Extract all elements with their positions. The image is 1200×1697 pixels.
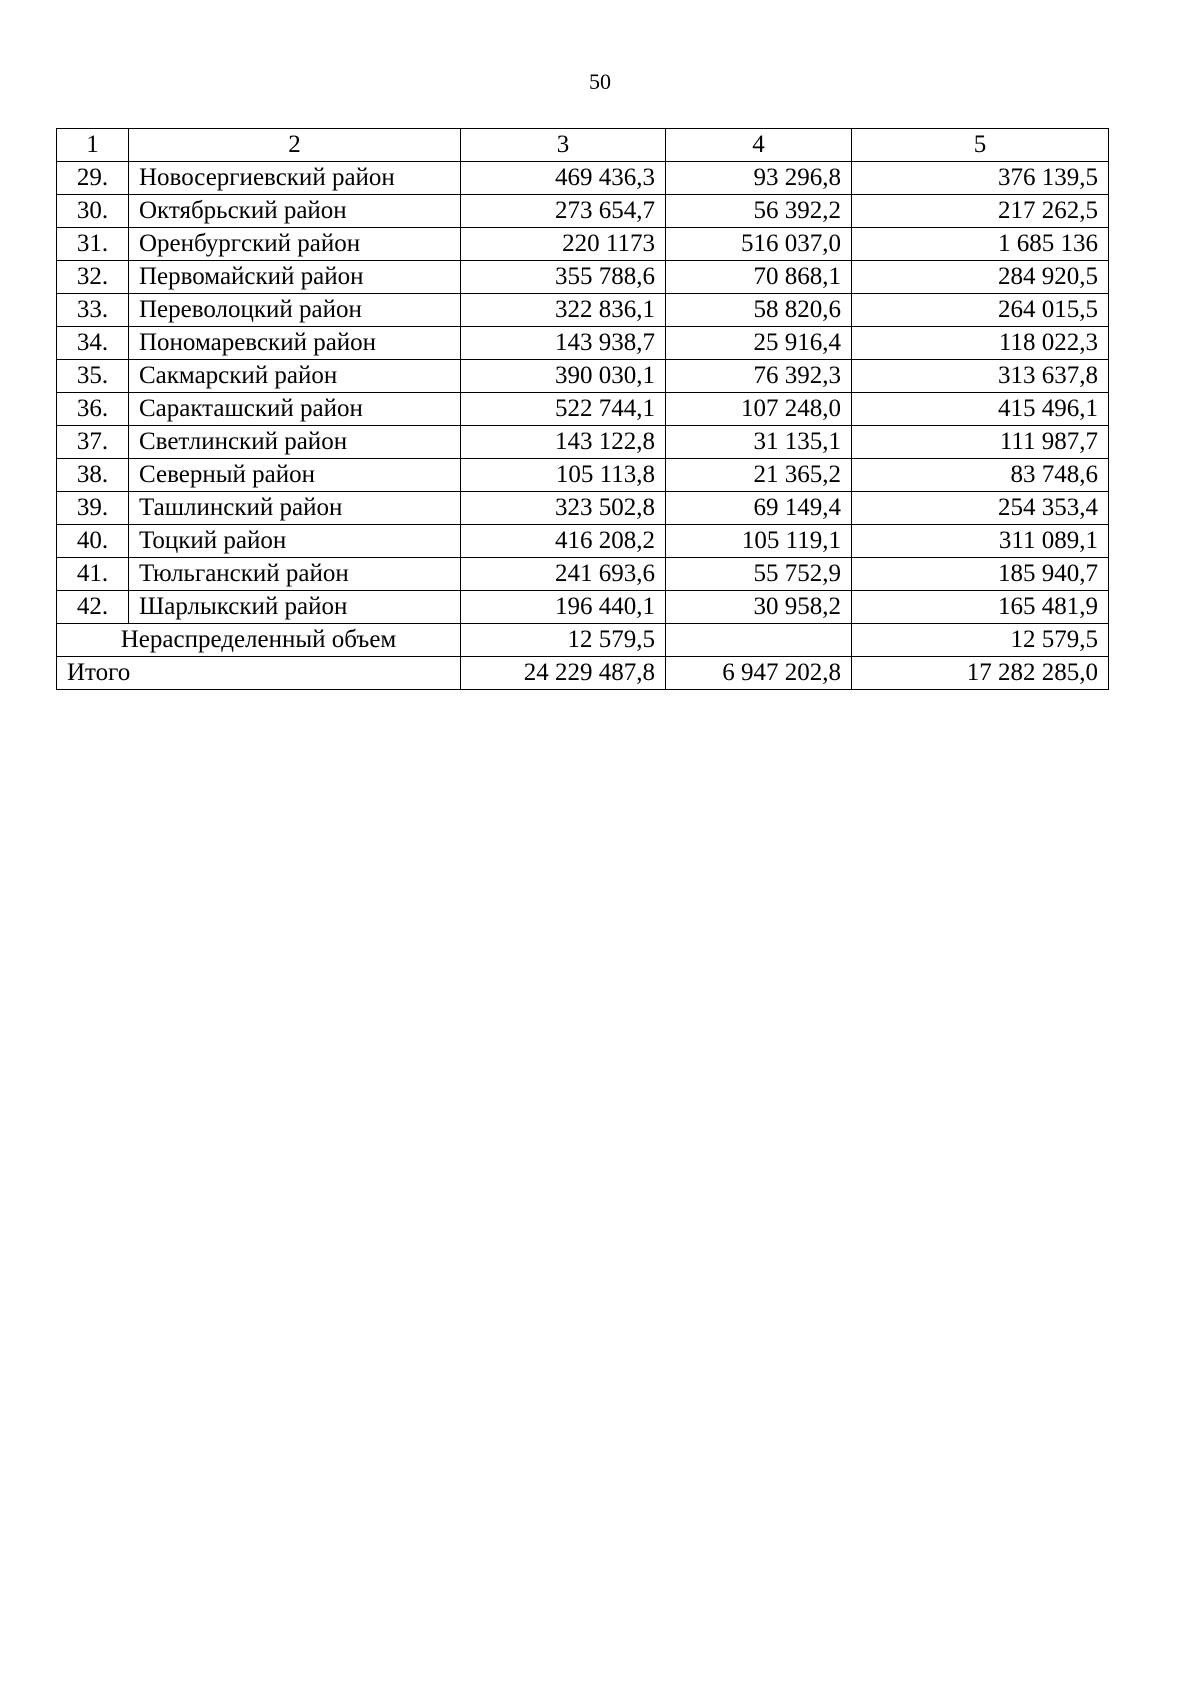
value-col3: 390 030,1 <box>461 360 666 393</box>
value-col3: 273 654,7 <box>461 195 666 228</box>
value-col5: 83 748,6 <box>852 459 1109 492</box>
district-name: Шарлыкский район <box>129 591 461 624</box>
value-col3: 355 788,6 <box>461 261 666 294</box>
row-number: 34. <box>57 327 129 360</box>
header-cell: 3 <box>461 129 666 162</box>
value-col4: 516 037,0 <box>666 228 852 261</box>
table-row <box>57 459 1109 492</box>
value-col5: 313 637,8 <box>852 360 1109 393</box>
header-cell: 1 <box>57 129 129 162</box>
unallocated-label: Нераспределенный объем <box>57 624 461 657</box>
district-name: Тоцкий район <box>129 525 461 558</box>
value-col4: 31 135,1 <box>666 426 852 459</box>
row-number: 42. <box>57 591 129 624</box>
row-number: 29. <box>57 162 129 195</box>
value-col3: 241 693,6 <box>461 558 666 591</box>
table-row <box>57 228 1109 261</box>
row-number: 38. <box>57 459 129 492</box>
value-col4: 105 119,1 <box>666 525 852 558</box>
row-number: 33. <box>57 294 129 327</box>
table-row <box>57 327 1109 360</box>
value-col5: 415 496,1 <box>852 393 1109 426</box>
value-col3: 143 938,7 <box>461 327 666 360</box>
table-row <box>57 426 1109 459</box>
row-number: 36. <box>57 393 129 426</box>
value-col5: 264 015,5 <box>852 294 1109 327</box>
value-col5: 311 089,1 <box>852 525 1109 558</box>
district-name: Новосергиевский район <box>129 162 461 195</box>
district-name: Ташлинский район <box>129 492 461 525</box>
value-col5: 118 022,3 <box>852 327 1109 360</box>
table-row <box>57 393 1109 426</box>
value-col4: 30 958,2 <box>666 591 852 624</box>
value-col5: 376 139,5 <box>852 162 1109 195</box>
total-label: Итого <box>57 657 461 690</box>
row-number: 41. <box>57 558 129 591</box>
table-row <box>57 195 1109 228</box>
row-number: 30. <box>57 195 129 228</box>
district-name: Октябрьский район <box>129 195 461 228</box>
value-col4: 56 392,2 <box>666 195 852 228</box>
district-name: Первомайский район <box>129 261 461 294</box>
table-row <box>57 261 1109 294</box>
district-name: Светлинский район <box>129 426 461 459</box>
value-col4: 21 365,2 <box>666 459 852 492</box>
district-name: Тюльганский район <box>129 558 461 591</box>
value-col3: 522 744,1 <box>461 393 666 426</box>
value-col3: 196 440,1 <box>461 591 666 624</box>
table-row <box>57 525 1109 558</box>
value-col5: 1 685 136 <box>852 228 1109 261</box>
total-col5: 17 282 285,0 <box>852 657 1109 690</box>
table-row <box>57 558 1109 591</box>
table-header-row <box>57 129 1109 162</box>
value-col5: 111 987,7 <box>852 426 1109 459</box>
row-number: 31. <box>57 228 129 261</box>
value-col3: 220 1173 <box>461 228 666 261</box>
total-col4: 6 947 202,8 <box>666 657 852 690</box>
value-col4: 70 868,1 <box>666 261 852 294</box>
value-col3: 416 208,2 <box>461 525 666 558</box>
unallocated-row <box>57 624 1109 657</box>
table-row <box>57 162 1109 195</box>
table-row <box>57 591 1109 624</box>
value-col4: 93 296,8 <box>666 162 852 195</box>
row-number: 35. <box>57 360 129 393</box>
district-name: Переволоцкий район <box>129 294 461 327</box>
row-number: 37. <box>57 426 129 459</box>
value-col4: 55 752,9 <box>666 558 852 591</box>
value-col5: 185 940,7 <box>852 558 1109 591</box>
value-col4: 107 248,0 <box>666 393 852 426</box>
header-cell: 4 <box>666 129 852 162</box>
table-row <box>57 492 1109 525</box>
header-cell: 2 <box>129 129 461 162</box>
district-name: Оренбургский район <box>129 228 461 261</box>
value-col4: 25 916,4 <box>666 327 852 360</box>
value-col5: 165 481,9 <box>852 591 1109 624</box>
table-row <box>57 360 1109 393</box>
district-name: Сакмарский район <box>129 360 461 393</box>
value-col3: 323 502,8 <box>461 492 666 525</box>
value-col4: 69 149,4 <box>666 492 852 525</box>
value-col4: 58 820,6 <box>666 294 852 327</box>
unallocated-col3: 12 579,5 <box>461 624 666 657</box>
value-col3: 105 113,8 <box>461 459 666 492</box>
value-col3: 143 122,8 <box>461 426 666 459</box>
page-number: 50 <box>589 69 611 94</box>
unallocated-col4 <box>666 624 852 657</box>
district-name: Саракташский район <box>129 393 461 426</box>
row-number: 40. <box>57 525 129 558</box>
value-col3: 469 436,3 <box>461 162 666 195</box>
value-col4: 76 392,3 <box>666 360 852 393</box>
value-col3: 322 836,1 <box>461 294 666 327</box>
row-number: 39. <box>57 492 129 525</box>
unallocated-col5: 12 579,5 <box>852 624 1109 657</box>
total-col3: 24 229 487,8 <box>461 657 666 690</box>
value-col5: 217 262,5 <box>852 195 1109 228</box>
district-name: Пономаревский район <box>129 327 461 360</box>
total-row <box>57 657 1109 690</box>
value-col5: 254 353,4 <box>852 492 1109 525</box>
row-number: 32. <box>57 261 129 294</box>
table-row <box>57 294 1109 327</box>
data-table <box>56 128 1109 690</box>
value-col5: 284 920,5 <box>852 261 1109 294</box>
district-name: Северный район <box>129 459 461 492</box>
header-cell: 5 <box>852 129 1109 162</box>
